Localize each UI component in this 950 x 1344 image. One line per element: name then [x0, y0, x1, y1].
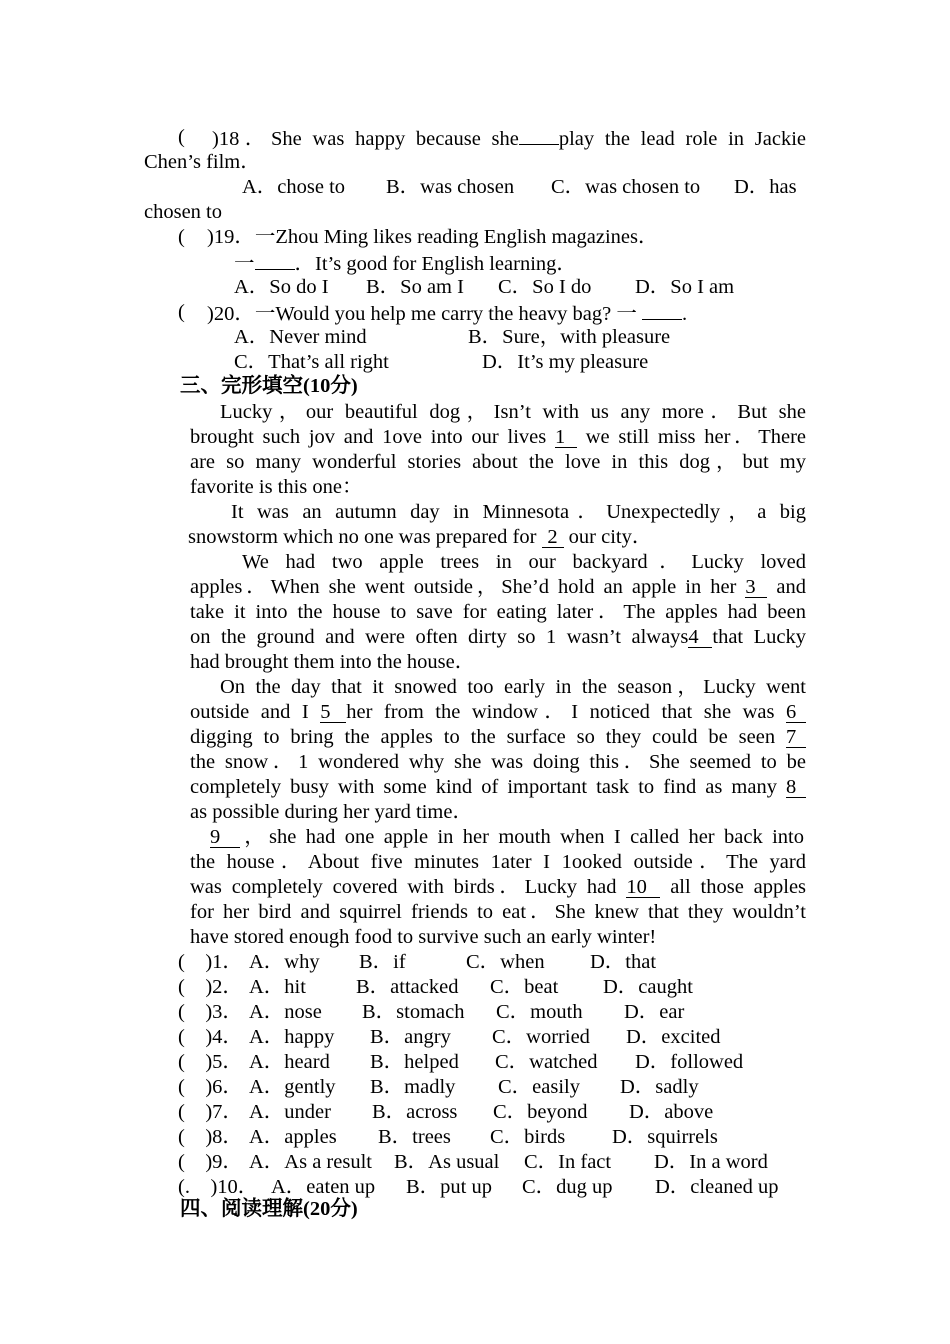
p5-line4: for her bird and squirrel friends to eat．She knew that they wouldn’t [190, 901, 806, 923]
question-number: (. )10． [178, 1176, 259, 1198]
q19-option-b: B．So am I [366, 276, 464, 298]
question-number: ( )7． [178, 1101, 243, 1123]
question-option-d: D．In a word [654, 1151, 768, 1173]
question-option-d: D．followed [635, 1051, 744, 1073]
question-number: ( )8． [178, 1126, 243, 1148]
question-option-c: C．dug up [522, 1176, 613, 1198]
question-option-d: D．ear [624, 1001, 685, 1023]
question-number: ( )4． [178, 1026, 243, 1048]
p1-line2: brought such jov and 1ove into our lives 1 we still miss her．There [190, 426, 807, 448]
q20-option-a: A．Never mind [234, 326, 367, 348]
q18-option-a: A．chose to [242, 176, 346, 198]
q20-blank [642, 300, 682, 320]
blank-10: 10 [626, 878, 660, 898]
question-option-b: B．angry [370, 1026, 451, 1048]
p4-line1: On the day that it snowed too early in the season，Lucky went [220, 676, 806, 698]
question-option-c: C．beyond [493, 1101, 588, 1123]
q20-paren: ( [178, 301, 185, 323]
question-number: ( )1． [178, 951, 243, 973]
p2-line1: It was an autumn day in Minnesota．Unexpectedly，a big [231, 501, 806, 523]
question-option-a: A．hit [249, 976, 306, 998]
p1-line1: Lucky，our beautiful dog，Isn’t with us any more．But she [220, 401, 806, 423]
question-option-b: B．trees [378, 1126, 451, 1148]
question-option-c: C．beat [490, 976, 559, 998]
question-option-b: B．stomach [362, 1001, 465, 1023]
question-option-a: A．As a result [249, 1151, 372, 1173]
q19-paren: ( [178, 226, 185, 248]
question-option-d: D．sadly [620, 1076, 699, 1098]
q18-paren: ( [178, 126, 185, 148]
question-option-c: C．mouth [496, 1001, 583, 1023]
question-number: ( )9． [178, 1151, 243, 1173]
p5-line2: the house．About five minutes 1ater I 1ooked outside．The yard [190, 851, 806, 873]
p5-line5: have stored enough food to survive such an early winter! [190, 926, 657, 948]
q18-blank [519, 125, 559, 145]
question-option-c: C．watched [495, 1051, 598, 1073]
question-option-b: B．attacked [356, 976, 459, 998]
p3-line4: on the ground and were often dirty so 1 wasn’t always4 that Lucky [190, 626, 806, 648]
question-option-b: B．madly [370, 1076, 456, 1098]
q19-line1: )19．一Zhou Ming likes reading English magazines． [207, 226, 659, 248]
p4-line5: completely busy with some kind of important task to find as many 8 [190, 775, 806, 800]
p3-line5: had brought them into the house． [190, 651, 476, 673]
question-option-a: A．why [249, 951, 320, 973]
question-option-a: A．eaten up [271, 1176, 376, 1198]
question-option-b: B．across [372, 1101, 458, 1123]
blank-6: 6 [786, 703, 806, 723]
q20-option-c: C．That’s all right [234, 351, 389, 373]
blank-9: 9 [210, 828, 240, 848]
question-option-a: A．happy [249, 1026, 335, 1048]
question-option-c: C．birds [490, 1126, 566, 1148]
question-number: ( )6． [178, 1076, 243, 1098]
question-number: ( )2． [178, 976, 243, 998]
question-option-d: D．caught [603, 976, 693, 998]
p1-line4: favorite is this one： [190, 476, 363, 498]
blank-3: 3 [745, 578, 767, 598]
question-number: ( )5． [178, 1051, 243, 1073]
question-option-d: D．above [629, 1101, 714, 1123]
question-option-a: A．heard [249, 1051, 330, 1073]
question-option-d: D．excited [626, 1026, 721, 1048]
question-option-a: A．gently [249, 1076, 336, 1098]
q18-line1: )18．She was happy because she play the lead role in Jackie [212, 125, 806, 152]
p5-line1: 9 ，she had one apple in her mouth when I called her back into [210, 826, 804, 848]
q20-option-d: D．It’s my pleasure [482, 351, 649, 373]
q19-option-a: A．So do I [234, 276, 329, 298]
q19-blank [255, 250, 295, 270]
question-option-b: B．put up [406, 1176, 492, 1198]
question-option-b: B．if [359, 951, 406, 973]
q19-option-c: C．So I do [498, 276, 592, 298]
blank-4: 4 [688, 628, 712, 648]
question-option-a: A．apples [249, 1126, 337, 1148]
p4-line3: digging to bring the apples to the surface so they could be seen 7 [190, 725, 806, 750]
p3-line1: We had two apple trees in our backyard．Lucky loved [242, 551, 806, 573]
question-option-d: D．squirrels [612, 1126, 718, 1148]
p4-line2: outside and I 5 her from the window．I noticed that she was 6 [190, 700, 806, 725]
section4-heading: 四、阅读理解(20分) [180, 1198, 358, 1220]
blank-7: 7 [786, 728, 806, 748]
q19-line2: 一 ．It’s good for English learning． [234, 250, 577, 277]
section3-heading: 三、完形填空(10分) [180, 375, 358, 397]
q18-line2: Chen’s film． [144, 151, 261, 173]
blank-2: 2 [542, 528, 564, 548]
question-number: ( )3． [178, 1001, 243, 1023]
q20-option-b: B．Sure，with pleasure [468, 326, 671, 348]
question-option-a: A．under [249, 1101, 331, 1123]
p1-line3: are so many wonderful stories about the love in this dog，but my [190, 451, 806, 473]
q20-line1: )20．一Would you help me carry the heavy bag? 一 . [207, 300, 687, 327]
question-option-b: B．helped [370, 1051, 459, 1073]
question-option-b: B．As usual [394, 1151, 500, 1173]
question-option-d: D．cleaned up [655, 1176, 779, 1198]
q18-option-b: B．was chosen [386, 176, 515, 198]
blank-5: 5 [320, 703, 346, 723]
question-option-a: A．nose [249, 1001, 322, 1023]
q18-option-c: C．was chosen to [551, 176, 701, 198]
question-option-c: C．easily [498, 1076, 580, 1098]
p4-line4: the snow．1 wondered why she was doing this．She seemed to be [190, 751, 806, 773]
q18-option-d: D．has [734, 176, 797, 198]
p2-line2: snowstorm which no one was prepared for 2 our city． [188, 526, 653, 548]
question-option-c: C．worried [492, 1026, 590, 1048]
question-option-c: C．In fact [524, 1151, 612, 1173]
q18-option-d-cont: chosen to [144, 201, 222, 223]
p3-line2: apples．When she went outside，She’d hold an apple in her 3 and [190, 576, 807, 598]
question-option-c: C．when [466, 951, 545, 973]
p5-line3: was completely covered with birds．Lucky had 10 all those apples [190, 876, 807, 898]
question-option-d: D．that [590, 951, 657, 973]
p4-line6: as possible during her yard time． [190, 801, 473, 823]
blank-8: 8 [786, 778, 806, 798]
q19-option-d: D．So I am [635, 276, 735, 298]
p3-line3: take it into the house to save for eating later．The apples had been [190, 601, 806, 623]
blank-1: 1 [555, 428, 577, 448]
